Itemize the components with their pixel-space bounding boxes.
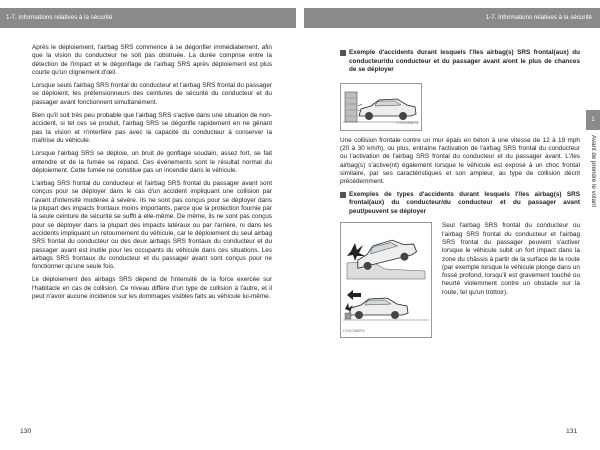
section-heading-text: Exemples de types d'accidents durant lesquels l'/les airbag(s) SRS frontal(aux) du conducteur/du conducteur et du passager avant peut/peuvent se déployer <box>349 190 580 215</box>
paragraph: Une collision frontale contre un mur épais en béton à une vitesse de 12 à 19 mph (20 à 30 km/h), ou plus, entraîne l'activation de l'airbag SRS frontal du conducteur ou l'activation de l'airbag SRS frontal du conducteur et du passager avant. L'/les airbag(s) s'active(nt) également lorsque le véhicule est exposé à un choc frontal similaire, par ses caractéristiques et son ampleur, au type de collision décrit précédemment. <box>340 136 580 186</box>
right-page-header: 1-7. Informations relatives à la sécurité <box>304 8 600 28</box>
section-heading <box>340 49 580 75</box>
left-page-header: 1-7. Informations relatives à la sécurité <box>0 8 296 28</box>
section-heading <box>340 191 580 217</box>
square-bullet-icon <box>340 192 346 198</box>
paragraph: Seul l'airbag SRS frontal du conducteur ou l'airbag SRS frontal du conducteur et l'airbag SRS frontal du passager peuvent s'activer lorsque le véhicule subit un fort impact dans la zone du châssis à partir de la surface de la route (par exemple lorsque le véhicule plonge dans un fossé profond, lorsqu'il est gravement touché ou heurté violemment contre un obstacle sur la route, tel qu'un trottoir). <box>442 222 580 296</box>
paragraph: Le déploiement des airbags SRS dépend de l'intensité de la force exercée sur l'habitacle en cas de collision. Ce niveau diffère d'un type de collision à l'autre, et il peut n'avoir aucune incidence sur les dommages visibles faits au véhicule lui-même. <box>32 276 272 301</box>
section-heading-text: Exemple d'accidents durant lesquels l'/les airbag(s) SRS frontal(aux) du conducteur/du conducteur et du passager avant a/ont le plus de chances de se déployer <box>349 49 580 74</box>
frontal-collision-illustration <box>340 83 422 131</box>
chapter-tab-label: Avant de prendre le volant <box>590 135 597 208</box>
left-page-number: 130 <box>20 428 32 435</box>
figure-id: CTH17AM073 <box>396 121 418 126</box>
undercarriage-impact-illustration <box>340 222 432 338</box>
paragraph: L'airbag SRS frontal du conducteur et l'airbag SRS frontal du passager avant sont conçus pour se déployer dans le cas d'un accident impliquant une collision par l'avant d'intensité modérée à sévère. Ils ne sont pas conçus pour se déployer dans la plupart des impacts frontaux moins importants, parce que la protection fournie par la seule ceinture de sécurité se suffit à elle-même. De même, ils ne sont pas conçus pour se déployer dans la plupart des impacts latéraux ou par l'arrière, ni dans les accidents impliquant un retournement du véhicule, car le déploiement du seul airbag SRS frontal du conducteur ou des deux airbags SRS frontaux du conducteur et du passager avant est inutile pour les occupants du véhicule dans ces situations. Les airbags SRS frontaux du conducteur et du passager avant sont conçus pour ne fonctionner qu'une seule fois. <box>32 180 272 271</box>
right-page-number: 131 <box>566 428 578 435</box>
left-page-body <box>32 44 272 306</box>
figure-id: CTH17AM074 <box>343 329 365 334</box>
square-bullet-icon <box>340 50 346 56</box>
paragraph: Lorsque seuls l'airbag SRS frontal du conducteur et l'airbag SRS frontal du passager se déploient, les prétensionneurs des ceintures de sécurité du conducteur et du passager avant fonctionnent simultanément. <box>32 82 272 106</box>
paragraph: Après le déploiement, l'airbag SRS commence à se dégonfler immédiatement, afin que la vision du conducteur ne soit pas obstruée. La durée comprise entre la détection de l'impact et le dégonflage de l'airbag SRS après déploiement est plus courte qu'un clignement d'œil. <box>32 44 272 76</box>
chapter-tab: 1 <box>586 110 600 130</box>
paragraph: Bien qu'il soit très peu probable que l'airbag SRS s'active dans une situation de non-accident, si tel ces se produit, l'airbag SRS se dégonfle rapidement en ne gênant pas la vision et n'interfère pas avec la capacité du conducteur à conserver la maîtrise du véhicule. <box>32 112 272 144</box>
paragraph: Lorsque l'airbag SRS se déploie, un bruit de gonflage soudain, assez fort, se fait entendre et de la fumée se répand. Ces événements sont le résultat normal du déploiement. Cette fumée ne constitue pas un incendie dans le véhicule. <box>32 150 272 174</box>
car-impact-scenarios-icon <box>341 223 431 335</box>
right-page-body <box>340 49 580 340</box>
